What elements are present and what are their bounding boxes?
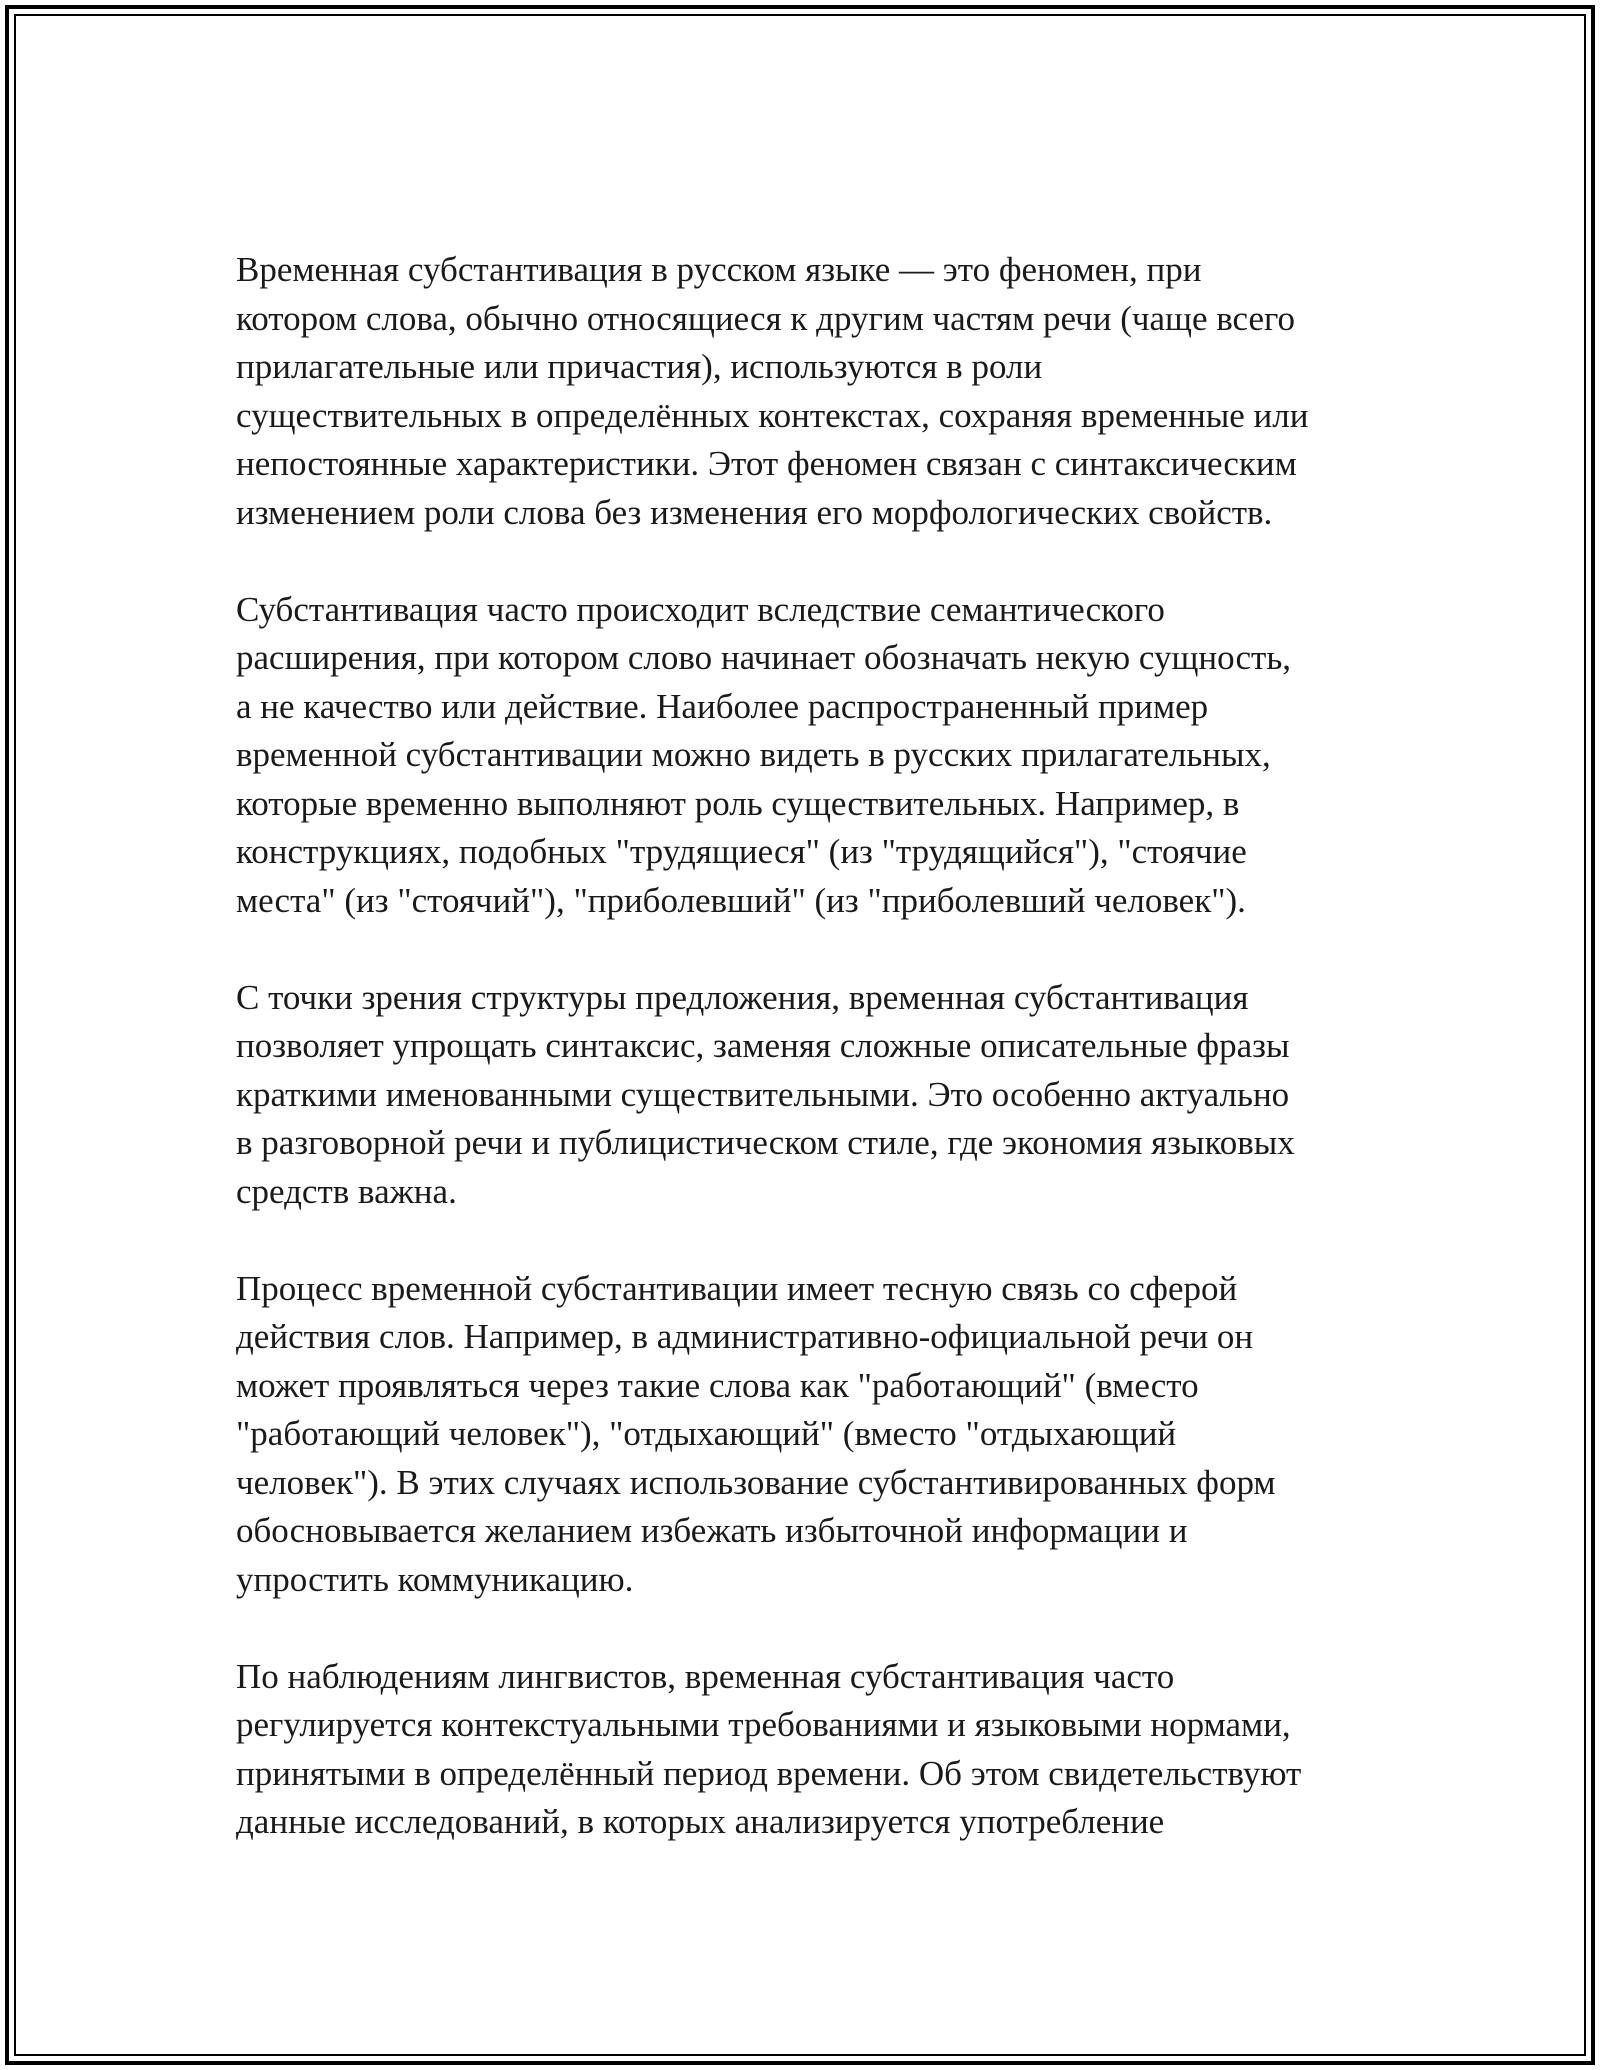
text-line: средств важна.	[236, 1171, 457, 1211]
text-line: человек"). В этих случаях использование субстантивированных форм	[236, 1462, 1276, 1502]
text-line: позволяет упрощать синтаксис, заменяя сложные описательные фразы	[236, 1026, 1290, 1065]
text-line: места" (из "стоячий"), "приболевший" (из "приболевший человек").	[236, 880, 1246, 920]
text-line: По наблюдениям лингвистов, временная субстантивация часто	[236, 1656, 1175, 1696]
paragraph-1	[236, 246, 1376, 537]
text-line: изменением роли слова без изменения его морфологических свойств.	[236, 492, 1273, 532]
text-line: расширения, при котором слово начинает обозначать некую сущность,	[236, 638, 1292, 677]
text-line: существительных в определённых контекстах, сохраняя временные или	[236, 395, 1309, 435]
text-line: временной субстантивации можно видеть в русских прилагательных,	[236, 735, 1271, 774]
text-line: краткими именованными существительными. Это особенно актуально	[236, 1074, 1290, 1114]
text-line: регулируется контекстуальными требованиями и языковыми нормами,	[236, 1705, 1291, 1744]
text-line: Временная субстантивация в русском языке — это феномен, при	[236, 250, 1202, 289]
text-line: С точки зрения структуры предложения, временная субстантивация	[236, 977, 1249, 1017]
paragraph-4	[236, 1265, 1376, 1605]
text-line: прилагательные или причастия), используются в роли	[236, 347, 1043, 386]
text-line: в разговорной речи и публицистическом стиле, где экономия языковых	[236, 1123, 1295, 1162]
text-line: Субстантивация часто происходит вследствие семантического	[236, 589, 1165, 629]
text-line: которые временно выполняют роль существительных. Например, в	[236, 783, 1240, 823]
text-line: Процесс временной субстантивации имеет тесную связь со сферой	[236, 1268, 1238, 1308]
text-line: действия слов. Например, в административно-официальной речи он	[236, 1317, 1254, 1356]
text-line: котором слова, обычно относящиеся к другим частям речи (чаще всего	[236, 298, 1296, 338]
text-line: принятыми в определённый период времени. Об этом свидетельствуют	[236, 1753, 1302, 1793]
text-line: упростить коммуникацию.	[236, 1559, 634, 1599]
text-line: "работающий человек"), "отдыхающий" (вместо "отдыхающий	[236, 1414, 1177, 1453]
document-body	[236, 246, 1376, 1895]
text-line: непостоянные характеристики. Этот феномен связан с синтаксическим	[236, 444, 1297, 483]
paragraph-5	[236, 1653, 1376, 1847]
text-line: а не качество или действие. Наиболее распространенный пример	[236, 686, 1209, 726]
paragraph-2	[236, 586, 1376, 926]
paragraph-3	[236, 974, 1376, 1217]
text-line: данные исследований, в которых анализируется употребление	[236, 1802, 1165, 1841]
text-line: конструкциях, подобных "трудящиеся" (из "трудящийся"), "стоячие	[236, 832, 1247, 871]
text-line: может проявляться через такие слова как "работающий" (вместо	[236, 1365, 1199, 1405]
text-line: обосновывается желанием избежать избыточной информации и	[236, 1511, 1188, 1550]
